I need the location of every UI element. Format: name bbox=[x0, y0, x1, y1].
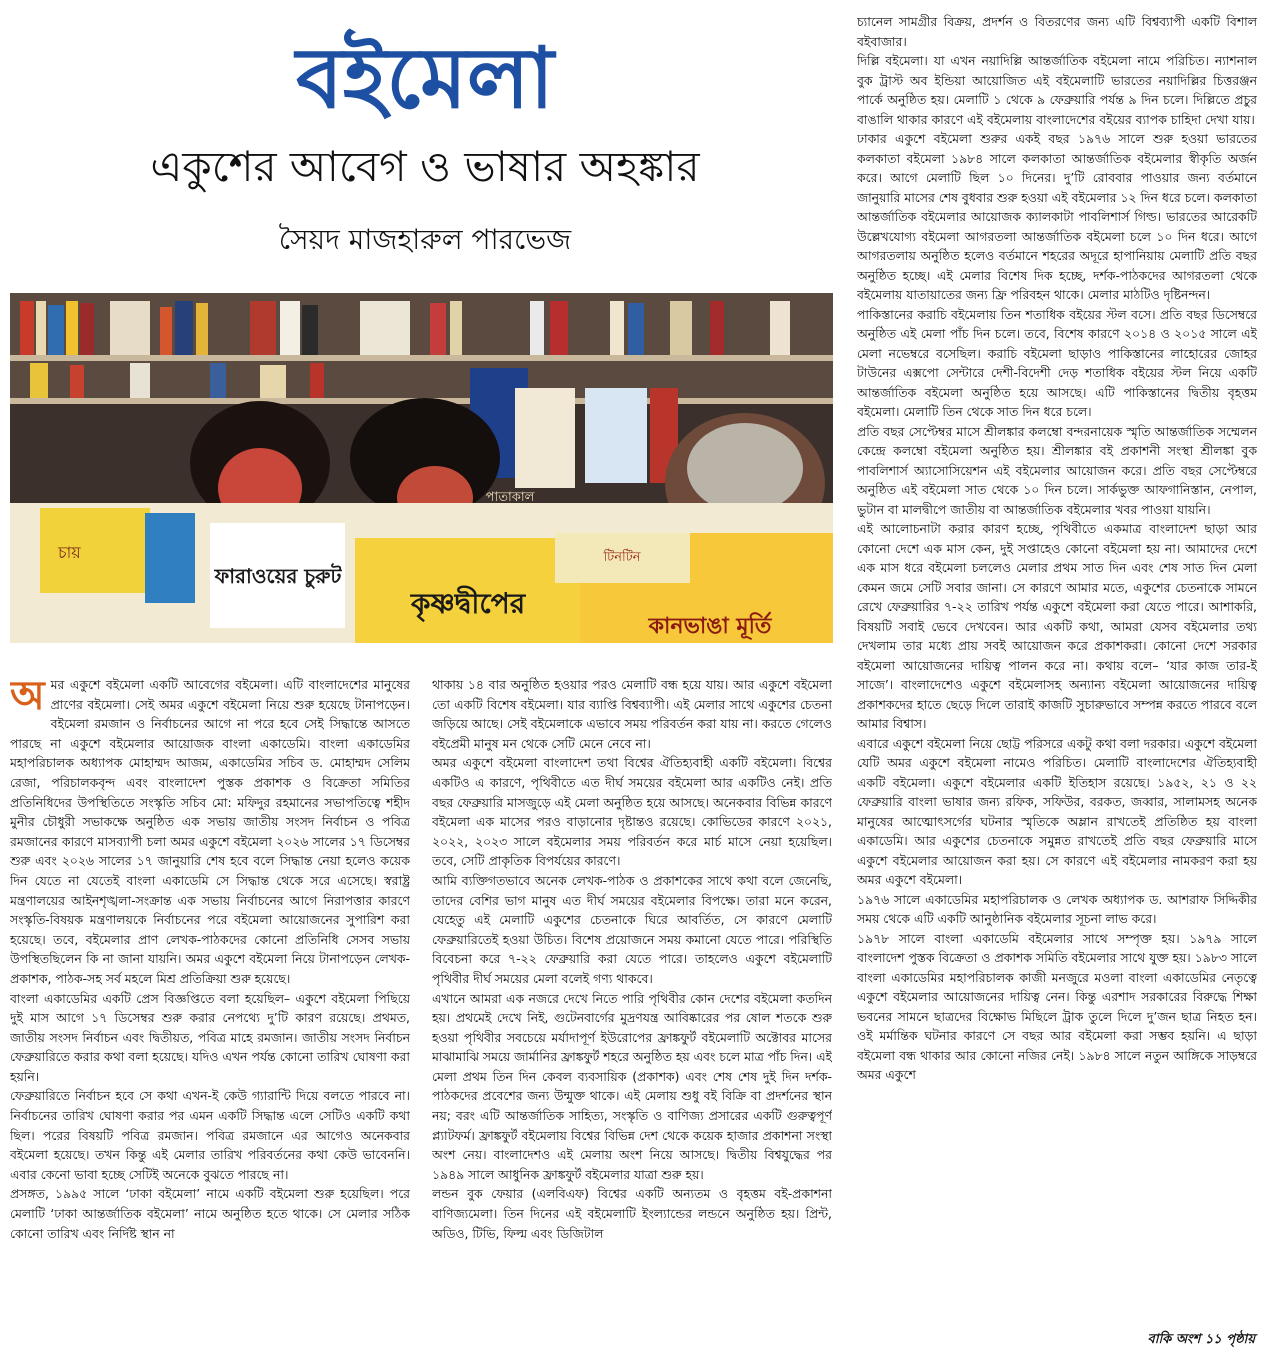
dropcap: অ bbox=[10, 675, 45, 719]
article-paragraph: চ্যানেল সামগ্রীর বিক্রয়, প্রদর্শন ও বিতরণের জন্য এটি বিশ্বব্যাপী একটি বিশাল বইবাজার। bbox=[857, 14, 1257, 49]
article-paragraph: এবারে একুশে বইমেলা নিয়ে ছোট্ট পরিসরে একটু কথা বলা দরকার। একুশে বইমেলা যেটি অমর একুশে বইমেলা নামেও পরিচিত। মেলাটি বাংলাদেশের ঐতিহ্যবাহী একটি বইমেলা। একুশে বইমেলার একটি ইতিহাস রয়েছে। ১৯৫২, ২১ ও ২২ ফেব্রুয়ারি বাংলা ভাষার জন্য রফিক, সফিউর, বরকত, জব্বার, সালামসহ অনেক মানুষের আত্মোৎসর্গের ঘটনার স্মৃতিকে অম্লান রাখতেই প্রতিষ্ঠিত হয় বাংলা একাডেমি। আর একুশের চেতনাকে সমুন্নত রাখতেই প্রতি বছর ফেব্রুয়ারি মাসে একুশে বইমেলার আয়োজন করা হয়। সে কারণে এই বইমেলার নামকরণ করা হয় অমর একুশে বইমেলা। bbox=[857, 735, 1257, 887]
article-paragraph: লন্ডন বুক ফেয়ার (এলবিএফ) বিশ্বের একটি অন্যতম ও বৃহত্তম বই-প্রকাশনা বাণিজ্যমেলা। তিন দিনের এই বইমেলাটি ইংল্যান্ডের লন্ডনে অনুষ্ঠিত হয়। প্রিন্ট, অডিও, টিভি, ফিল্ম এবং ডিজিটাল bbox=[432, 1186, 832, 1241]
article-paragraph: এই আলোচনাটা করার কারণ হচ্ছে, পৃথিবীতে একমাত্র বাংলাদেশ ছাড়া আর কোনো দেশে এক মাস কেন, দুই সপ্তাহেও কোনো বইমেলা হয় না। আমাদের দেশে এক মাস ধরে বইমেলা চললেও মেলার প্রথম সাত দিন এবং শেষ সাত দিন মেলা কেমন জমে সেটি সবার জানা। সে কারণে আমার মতে, একুশের চেতনাকে সামনে রেখে ফেব্রুয়ারির ৭-২২ তারিখ পর্যন্ত একুশে বইমেলা করা যেতে পারে। আশাকরি, বিষয়টি সবাই ভেবে দেখবেন। আর একটি কথা, আমরা যেসব বইমেলার তথ্য দেখলাম তার মধ্যে প্রায় সবই আয়োজন করে প্রকাশকরা। কোনো দেশে সরকার বইমেলা আয়োজনের দায়িত্ব পালন করে না। কথায় বলে– ‘যার কাজ তার-ই সাজে’। বাংলাদেশেও একুশে বইমেলাসহ অন্যান্য বইমেলা আয়োজনের দায়িত্ব প্রকাশকদের হাতে ছেড়ে দিলে তারাই কাজটি সুচারুভাবে সম্পন্ন করতে পারবে বলে আমার বিশ্বাস। bbox=[857, 521, 1257, 731]
sign-text: কানভাঙা মূর্তি bbox=[648, 614, 772, 639]
article-paragraph: থাকায় ১৪ বার অনুষ্ঠিত হওয়ার পরও মেলাটি বন্ধ হয়ে যায়। আর একুশে বইমেলা তো একটি বিশেষ বইমেলা। যার ব্যাপ্তি বিশ্বব্যাপী। এই মেলার সাথে একুশের চেতনা জড়িয়ে আছে। সেই বইমেলাকে এভাবে সময় পরিবর্তন করা যায় না। করতে গেলেও বইপ্রেমী মানুষ মন থেকে সেটি মেনে নেবে না। bbox=[432, 677, 832, 751]
article-paragraph: ১৯৭৮ সালে বাংলা একাডেমি বইমেলার সাথে সম্পৃক্ত হয়। ১৯৭৯ সালে বাংলাদেশ পুস্তক বিক্রেতা ও প্রকাশক সমিতি বইমেলার সাথে যুক্ত হয়। ১৯৮৩ সালে বাংলা একাডেমির মহাপরিচালক কাজী মনজুরে মওলা বাংলা একাডেমির নেতৃত্বে একুশে বইমেলার আয়োজনের দায়িত্ব নেন। কিন্তু এরশাদ সরকারের বিরুদ্ধে শিক্ষা ভবনের সামনে ছাত্রদের বিক্ষোভ মিছিলে ট্রাক তুলে দিলে দু’জন ছাত্র নিহত হন। ওই মর্মান্তিক ঘটনার কারণে সে বছর আর বইমেলা করা সম্ভব হয়নি। এ ছাড়া বইমেলা বন্ধ থাকার আর কোনো নজির নেই। ১৯৮৪ সালে নতুন আঙ্গিকে সাড়ম্বরে অমর একুশে bbox=[857, 930, 1257, 1082]
article-paragraph: এখানে আমরা এক নজরে দেখে নিতে পারি পৃথিবীর কোন দেশের বইমেলা কতদিন হয়। প্রথমেই দেখে নিই, গুটেনবার্গের মুদ্রণযন্ত্র আবিষ্কারের পর ষোল শতকে শুরু হওয়া পৃথিবীর সবচেয়ে মর্যাদাপূর্ণ ইউরোপের ফ্রাঙ্কফুর্ট বইমেলাটি অক্টোবর মাসের মাঝামাঝি সময়ে জার্মানির ফ্রাঙ্কফুর্ট শহরে অনুষ্ঠিত হয় এবং চলে মাত্র পাঁচ দিন। এই মেলা প্রথম তিন দিন কেবল ব্যবসায়িক (প্রকাশক) এবং শেষ শেষ দুই দিন দর্শক-পাঠকদের প্রবেশের জন্য উন্মুক্ত থাকে। এই মেলায় শুধু বই বিক্রি বা প্রদর্শনের স্থান নয়; বরং এটি আন্তর্জাতিক সাহিত্য, সংস্কৃতি ও বাণিজ্য প্রসারের একটি গুরুত্বপূর্ণ প্ল্যাটফর্ম। ফ্রাঙ্কফুর্ট বইমেলায় বিশ্বের বিভিন্ন দেশ থেকে কয়েক হাজার প্রকাশনা সংস্থা অংশ নেয়। বাংলাদেশও এই মেলায় অংশ নিয়ে আসছে। দ্বিতীয় বিশ্বযুদ্ধের পর ১৯৪৯ সালে আধুনিক ফ্রাঙ্কফুর্ট বইমেলার যাত্রা শুরু হয়। bbox=[432, 990, 832, 1182]
article-column-2 bbox=[432, 675, 832, 1335]
sign-text: টিনটিন bbox=[603, 550, 641, 565]
bookfair-photo bbox=[10, 293, 833, 643]
article-paragraph: মর একুশে বইমেলা একটি আবেগের বইমেলা। এটি বাংলাদেশের মানুষের প্রাণের বইমেলা। সেই অমর একুশে বইমেলা নিয়ে শুরু হয়েছে টানাপড়েন। বইমেলা রমজান ও নির্বাচনের আগে না পরে হবে সেই সিদ্ধান্তে আসতে পারছে না একুশে বইমেলার আয়োজক বাংলা একাডেমি। বাংলা একাডেমির মহাপরিচালক অধ্যাপক মোহাম্মদ আজম, একাডেমির সচিব ড. মোহাম্মদ সেলিম রেজা, পরিচালকবৃন্দ এবং বাংলাদেশ পুস্তক প্রকাশক ও বিক্রেতা সমিতির প্রতিনিধিদের উপস্থিতিতে সংস্কৃতি সচিব মো: মফিদুর রহমানের সভাপতিত্বে শহীদ মুনীর চৌধুরী সভাকক্ষে অনুষ্ঠিত এক সভায় জাতীয় সংসদ নির্বাচন ও পবিত্র রমজানের কারণে মাসব্যাপী চলা অমর একুশে বইমেলা ২০২৬ সালের ১৭ ডিসেম্বর শুরু এবং ২০২৬ সালের ১৭ জানুয়ারি শেষ হবে বলে সিদ্ধান্ত নেয়া হলেও কয়েক দিন যেতে না যেতেই বাংলা একাডেমি সে সিদ্ধান্ত থেকে সরে এসেছে। স্বরাষ্ট্র মন্ত্রণালয়ের আইনশৃঙ্খলা-সংক্রান্ত এক সভায় নির্বাচনের আগে নিরাপত্তার কারণে সংস্কৃতি-বিষয়ক মন্ত্রণালয়কে নির্বাচনের পরে বইমেলা আয়োজনের সুপারিশ করা হয়েছে। তবে, বইমেলার প্রাণ লেখক-পাঠকদের কোনো প্রতিনিধি সেসব সভায় উপস্থিতছিলেন কি না জানা যায়নি। অমর একুশে বইমেলা নিয়ে টানাপড়েন লেখক-প্রকাশক, পাঠক-সহ সর্ব মহলে মিশ্র প্রতিক্রিয়া শুরু হয়েছে। bbox=[10, 677, 410, 986]
article-column-1 bbox=[10, 675, 410, 1335]
article-column-3 bbox=[857, 12, 1257, 1322]
bookfair-photo-illustration bbox=[10, 293, 833, 643]
article-paragraph: প্রসঙ্গত, ১৯৯৫ সালে ‘ঢাকা বইমেলা’ নামে একটি বইমেলা শুরু হয়েছিল। পরে মেলাটি ‘ঢাকা আন্তর্জাতিক বইমেলা’ নামে অনুষ্ঠিত হতে থাকে। সে মেলার সঠিক কোনো তারিখ এবং নির্দিষ্ট স্থান না bbox=[10, 1186, 410, 1241]
article-paragraph: বাংলা একাডেমির একটি প্রেস বিজ্ঞপ্তিতে বলা হয়েছিল– একুশে বইমেলা পিছিয়ে দুই মাস আগে ১৭ ডিসেম্বর শুরু করার নেপথ্যে দু’টি কারণ রয়েছে। প্রথমত, জাতীয় সংসদ নির্বাচন এবং দ্বিতীয়ত, পবিত্র মাহে রমজান। জাতীয় সংসদ নির্বাচন ফেব্রুয়ারিতে করার কথা বলা হয়েছে। যদিও এখন পর্যন্ত কোনো তারিখ ঘোষণা করা হয়নি। bbox=[10, 990, 410, 1084]
display-book bbox=[145, 513, 195, 603]
headline: একুশের আবেগ ও ভাষার অহঙ্কার bbox=[150, 142, 700, 191]
article-paragraph: দিল্লি বইমেলা। যা এখন নয়াদিল্লি আন্তর্জাতিক বইমেলা নামে পরিচিত। ন্যাশনাল বুক ট্রাস্ট অব ইন্ডিয়া আয়োজিত এই বইমেলাটি ভারতের নয়াদিল্লির চিত্তরঞ্জন পার্কে অনুষ্ঠিত হয়। মেলাটি ১ থেকে ৯ ফেব্রুয়ারি পর্যন্ত ৯ দিন চলে। দিল্লিতে প্রচুর বাঙালি থাকার কারণে এই বইমেলায় বাংলাদেশের বইয়ের ব্যাপক চাহিদা দেখা যায়। bbox=[857, 53, 1257, 127]
sign-text: চায় bbox=[58, 543, 81, 562]
article-paragraph: প্রতি বছর সেপ্টেম্বর মাসে শ্রীলঙ্কার কলম্বো বন্দরনায়েক স্মৃতি আন্তর্জাতিক সম্মেলন কেন্দ্রে কলম্বো বইমেলা অনুষ্ঠিত হয়। শ্রীলঙ্কার বই প্রকাশনী সংস্থা শ্রীলঙ্কা বুক পাবলিশার্স অ্যাসোসিয়েশন এই বইমেলার আয়োজন করে। প্রতি বছর সেপ্টেম্বরে অনুষ্ঠিত এই বইমেলা সাত থেকে ১০ দিন চলে। সার্কভুক্ত আফগানিস্তান, নেপাল, ভুটান বা মালদ্বীপে জাতীয় বা আন্তর্জাতিক বইমেলার খবর পাওয়া যায়নি। bbox=[857, 423, 1257, 517]
sign-text: ফারাওয়ের চুরুট bbox=[214, 564, 342, 588]
article-paragraph: আমি ব্যক্তিগতভাবে অনেক লেখক-পাঠক ও প্রকাশকের সাথে কথা বলে জেনেছি, তাদের বেশির ভাগ মানুষ এত দীর্ঘ সময়ের বইমেলার বিপক্ষে। তারা মনে করেন, যেহেতু এই মেলাটি একুশের চেতনাকে ঘিরে আবর্তিত, সে কারণে মেলাটি ফেব্রুয়ারিতেই হওয়া উচিত। বিশেষ প্রয়োজনে সময় কমানো যেতে পারে। পরিস্থিতি বিবেচনা করে ৭-২২ ফেব্রুয়ারি করা যেতে পারে। তাহলেও একুশে বইমেলাটি পৃথিবীর দীর্ঘ সময়ের মেলা বলেই গণ্য থাকবে। bbox=[432, 872, 832, 986]
continued-note: বাকি অংশ ১১ পৃষ্ঠায় bbox=[1147, 1332, 1255, 1347]
article-paragraph: ফেব্রুয়ারিতে নির্বাচন হবে সে কথা এখন-ই কেউ গ্যারান্টি দিয়ে বলতে পারবে না। নির্বাচনের তারিখ ঘোষণা করার পর এমন একটি সিদ্ধান্ত এলে সেটিও একটি কথা ছিল। পরের বিষয়টি পবিত্র রমজান। পবিত্র রমজানে এর আগেও অনেকবার বইমেলা হয়েছে। তখন কিন্তু এই মেলার তারিখ পরিবর্তনের কথা কেউ ভাবেননি। এবার কেনো ভাবা হচ্ছে সেটিই অনেকে বুঝতে পারছে না। bbox=[10, 1088, 410, 1182]
book-cover bbox=[515, 388, 575, 488]
article-paragraph: ঢাকার একুশে বইমেলা শুরুর একই বছর ১৯৭৬ সালে শুরু হওয়া ভারতের কলকাতা বইমেলা ১৯৮৪ সালে কলকাতা আন্তর্জাতিক বইমেলার স্বীকৃতি অর্জন করে। আগে মেলাটি ছিল ১০ দিনের। দু’টি রোববার পাওয়ার জন্য বর্তমানে জানুয়ারি মাসের শেষ বুধবার শুরু হওয়া এই বইমেলার ১২ দিন ধরে চলে। কলকাতা আন্তর্জাতিক বইমেলার আয়োজক ক্যালকাটা পাবলিশার্স গিল্ড। ভারতের আরেকটি উল্লেখযোগ্য বইমেলা আগরতলা আন্তর্জাতিক বইমেলা চলে ১০ দিন ধরে। আগে আগরতলায় অনুষ্ঠিত হলেও বর্তমানে শহরের অদূরে হাপানিয়ায় মেলাটি প্রতি বছর অনুষ্ঠিত হচ্ছে। এই মেলার বিশেষ দিক হচ্ছে, দর্শক-পাঠকদের আগরতলা থেকে বইমেলায় যাতায়াতের জন্য ফ্রি পরিবহন থাকে। মেলার মাঠটিও দৃষ্টিনন্দন। bbox=[857, 131, 1257, 302]
article-paragraph: ১৯৭৬ সালে একাডেমির মহাপরিচালক ও লেখক অধ্যাপক ড. আশরাফ সিদ্দিকীর সময় থেকে এটি একটি আনুষ্ঠানিক বইমেলার সূচনা লাভ করে। bbox=[857, 891, 1257, 926]
article-paragraph: অমর একুশে বইমেলা বাংলাদেশ তথা বিশ্বের ঐতিহ্যবাহী একটি বইমেলা। বিশ্বের একটিও এ কারণে, পৃথিবীতে এত দীর্ঘ সময়ের বইমেলা আর একটিও নেই। প্রতি বছর ফেব্রুয়ারি মাসজুড়ে এই মেলা অনুষ্ঠিত হয়ে আসছে। অনেকবার বিভিন্ন কারণে বইমেলা এক মাসের পরও বাড়ানোর দৃষ্টান্তও রয়েছে। কোভিডের কারণে ২০২১, ২০২২, ২০২৩ সালে বইমেলার সময় পরিবর্তন করে মার্চ মাসে নেয়া হয়েছিল। তবে, সেটি প্রাকৃতিক বিপর্যয়ের কারণে। bbox=[432, 755, 832, 869]
display-book bbox=[40, 508, 150, 593]
book-cover bbox=[585, 388, 647, 483]
byline: সৈয়দ মাজহারুল পারভেজ bbox=[278, 223, 572, 256]
article-paragraph: পাকিস্তানের করাচি বইমেলায় তিন শতাধিক বইয়ের স্টল বসে। প্রতি বছর ডিসেম্বরে অনুষ্ঠিত এই মেলা পাঁচ দিন চলে। তবে, বিশেষ কারণে ২০১৪ ও ২০১৫ সালে এই মেলা নভেম্বরে বসেছিল। করাচি বইমেলা ছাড়াও পাকিস্তানের লাহোরের জোহর টাউনের এক্সপো সেন্টারে দেশী-বিদেশী দেড় শতাধিক বইয়ের স্টল নিয়ে একটি আন্তর্জাতিক বইমেলা অনুষ্ঠিত হয়ে আসছে। এটি পাকিস্তানের দ্বিতীয় বৃহত্তম বইমেলা। মেলাটি তিন থেকে সাত দিন ধরে চলে। bbox=[857, 306, 1257, 419]
sign-text: পাতাকাল bbox=[485, 490, 535, 505]
sign-text: কৃষ্ণদ্বীপের bbox=[410, 587, 526, 620]
kicker-title: বইমেলা bbox=[296, 28, 554, 127]
